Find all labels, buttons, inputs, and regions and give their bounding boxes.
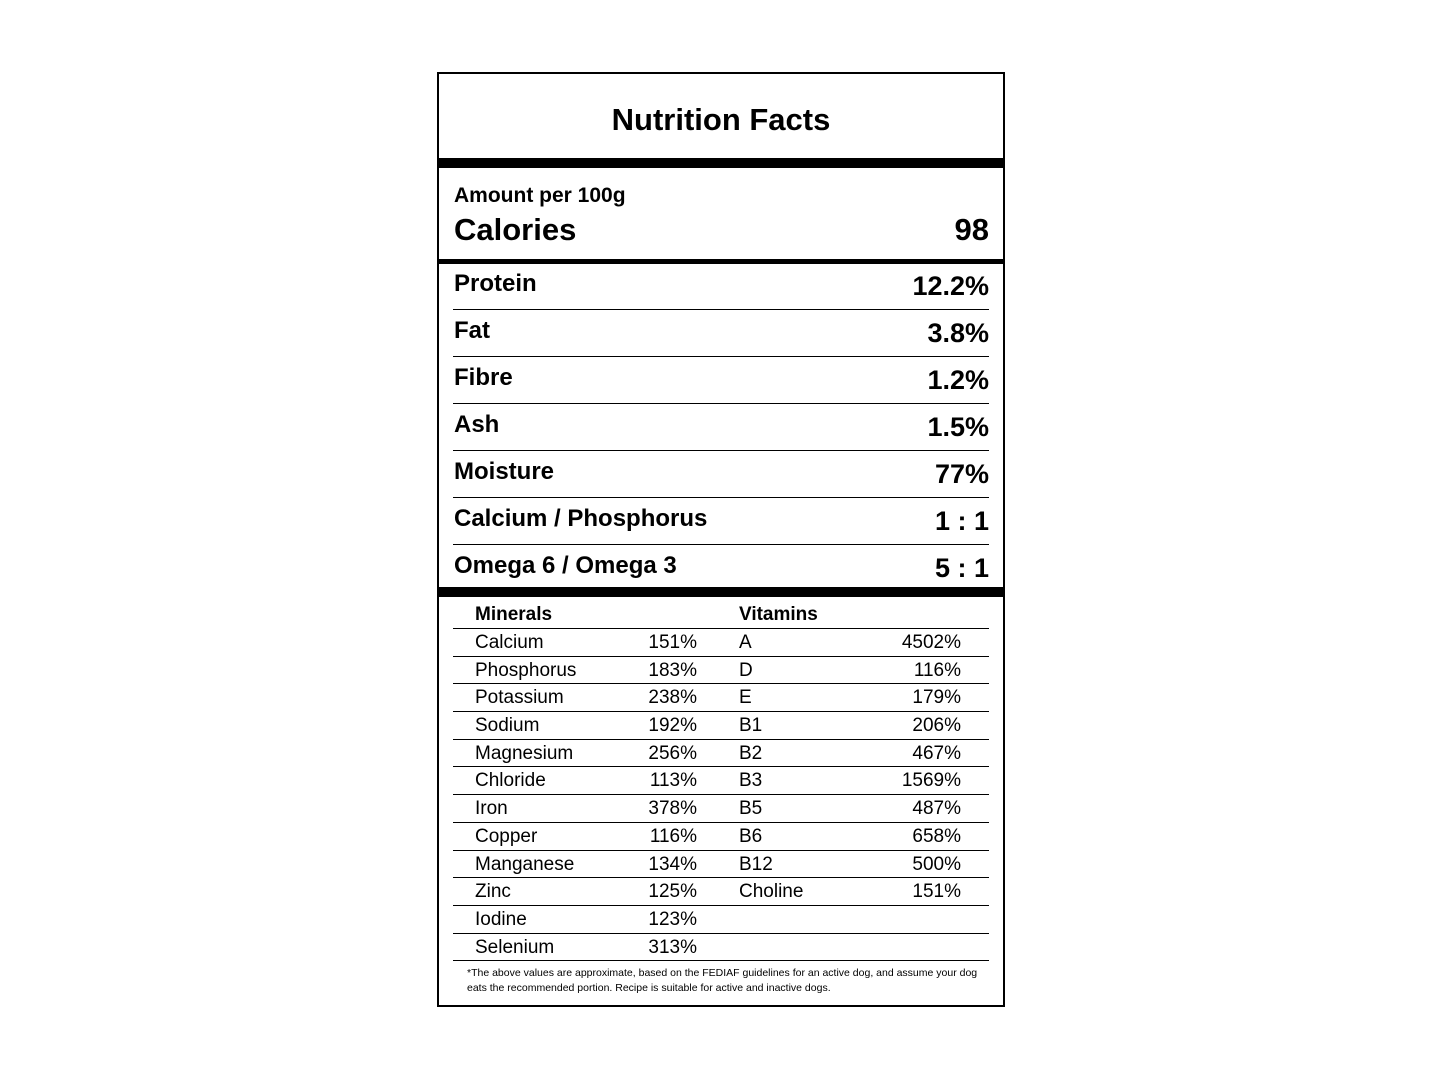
macro-row (453, 498, 989, 545)
mineral-name: Phosphorus (475, 659, 577, 681)
macro-row (453, 404, 989, 451)
vitamin-name: A (739, 632, 752, 653)
micro-row (453, 684, 989, 712)
macro-name: Omega 6 / Omega 3 (454, 552, 677, 579)
thick-divider (439, 158, 1003, 168)
macro-row (453, 545, 989, 592)
vitamin-percent: 4502% (901, 632, 961, 653)
mineral-name: Copper (475, 825, 538, 847)
mineral-name: Iodine (475, 908, 527, 930)
vitamin-percent: 116% (913, 659, 961, 681)
micro-row (453, 823, 989, 851)
macro-name: Fibre (454, 364, 513, 391)
minerals-header: Minerals (475, 604, 553, 625)
label-title: Nutrition Facts (611, 102, 831, 137)
macro-value: 77% (934, 459, 989, 489)
vitamin-percent: 206% (912, 715, 961, 737)
macro-value: 3.8% (927, 318, 989, 348)
mineral-percent: 113% (649, 770, 697, 792)
mineral-name: Chloride (475, 770, 546, 792)
vitamin-percent: 487% (912, 798, 961, 820)
mineral-percent: 256% (648, 742, 697, 764)
amount-per-serving: Amount per 100g (454, 184, 626, 207)
mineral-percent: 125% (648, 881, 697, 903)
mineral-percent: 313% (648, 936, 697, 958)
mineral-name: Zinc (475, 881, 511, 903)
mineral-percent: 151% (648, 632, 697, 653)
mineral-name: Manganese (475, 853, 575, 875)
calories-value: 98 (954, 212, 989, 247)
macro-row (453, 263, 989, 310)
vitamin-name: B5 (739, 798, 763, 820)
micro-row (453, 934, 989, 962)
vitamin-percent: 467% (912, 742, 961, 764)
macro-name: Moisture (454, 458, 555, 485)
mineral-percent: 238% (648, 687, 697, 709)
mineral-name: Selenium (475, 936, 555, 958)
vitamin-name: B12 (739, 853, 773, 875)
macro-row (453, 310, 989, 357)
macro-name: Fat (454, 317, 490, 344)
vitamin-percent: 658% (912, 825, 961, 847)
mineral-name: Magnesium (475, 742, 574, 764)
macro-row (453, 357, 989, 404)
mineral-percent: 192% (648, 715, 697, 737)
micro-row (453, 657, 989, 685)
micro-header-row (453, 602, 989, 629)
macro-name: Calcium / Phosphorus (454, 505, 708, 532)
macro-name: Ash (454, 411, 500, 438)
calories-label: Calories (454, 212, 577, 247)
vitamin-name: B1 (739, 715, 763, 737)
mineral-percent: 116% (649, 825, 697, 847)
vitamin-name: B2 (739, 742, 763, 764)
vitamin-percent: 500% (912, 853, 961, 875)
mineral-name: Potassium (475, 687, 564, 709)
mineral-percent: 183% (648, 659, 697, 681)
vitamins-header: Vitamins (739, 604, 818, 625)
macro-value: 1 : 1 (934, 506, 989, 536)
macro-value: 12.2% (912, 271, 989, 301)
micro-row (453, 878, 989, 906)
mineral-percent: 378% (648, 798, 697, 820)
vitamin-name: E (739, 687, 752, 709)
vitamin-name: D (739, 659, 753, 681)
macro-value: 1.2% (927, 365, 989, 395)
vitamin-name: B6 (739, 825, 763, 847)
micro-row (453, 712, 989, 740)
vitamin-name: Choline (739, 881, 804, 903)
macro-row (453, 451, 989, 498)
thick-divider (439, 587, 1003, 597)
vitamin-percent: 1569% (901, 770, 961, 792)
micro-row (453, 795, 989, 823)
macro-list (453, 263, 989, 592)
vitamin-percent: 179% (912, 687, 961, 709)
vitamin-percent: 151% (912, 881, 961, 903)
footnote: *The above values are approximate, based on the FEDIAF guidelines for an active dog, and assume your dog eats the recommended portion. Recipe is suitable for active and inactive dogs. (467, 967, 978, 994)
micro-row (453, 767, 989, 795)
micronutrient-table (453, 602, 989, 961)
micro-row (453, 629, 989, 657)
mineral-percent: 134% (648, 853, 697, 875)
mineral-name: Calcium (475, 632, 544, 653)
mineral-name: Iron (475, 798, 508, 820)
macro-value: 5 : 1 (934, 553, 989, 583)
micro-row (453, 906, 989, 934)
vitamin-name: B3 (739, 770, 763, 792)
mineral-name: Sodium (475, 715, 540, 737)
micro-row (453, 851, 989, 879)
macro-value: 1.5% (927, 412, 989, 442)
macro-name: Protein (454, 270, 537, 297)
mineral-percent: 123% (648, 908, 697, 930)
nutrition-label (437, 72, 1005, 1007)
micro-row (453, 740, 989, 768)
